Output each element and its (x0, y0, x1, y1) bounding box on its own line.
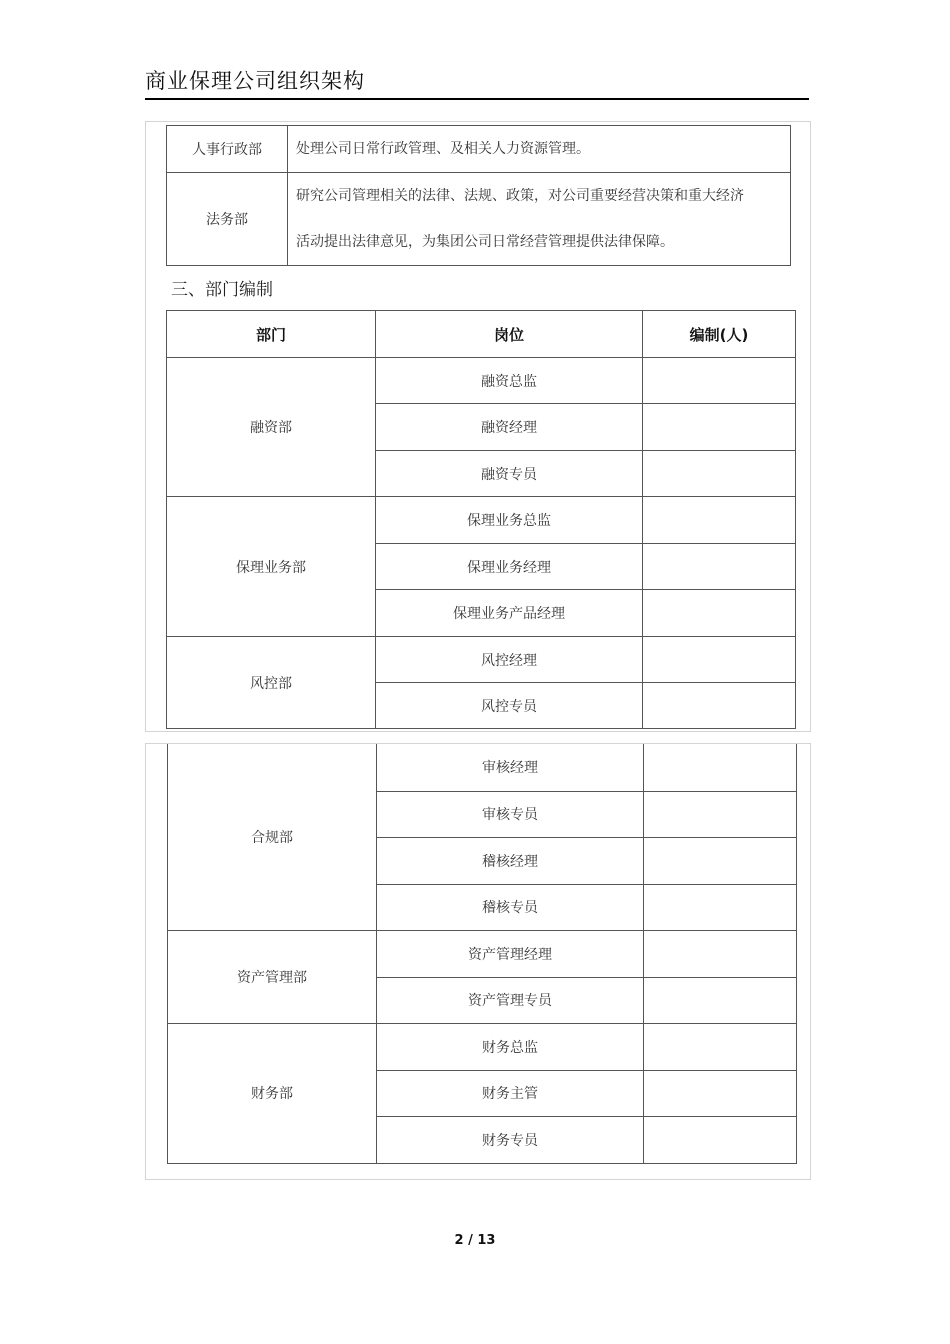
position-cell: 保理业务总监 (376, 497, 643, 544)
table-row (167, 497, 796, 544)
dept-cell: 财务部 (168, 1023, 377, 1163)
position-cell: 融资总监 (376, 358, 643, 404)
table-row (168, 744, 797, 791)
count-cell (644, 744, 797, 791)
position-cell: 风控经理 (376, 637, 643, 683)
position-cell: 资产管理经理 (377, 930, 644, 977)
dept-cell: 合规部 (168, 744, 377, 930)
position-cell: 风控专员 (376, 683, 643, 729)
count-cell (644, 837, 797, 884)
count-cell (643, 544, 796, 590)
count-cell (644, 1023, 797, 1070)
description-line: 研究公司管理相关的法律、法规、政策，对公司重要经营决策和重大经济 (296, 188, 744, 204)
count-cell (644, 1116, 797, 1163)
count-cell (644, 884, 797, 930)
count-cell (644, 791, 797, 837)
count-cell (643, 497, 796, 544)
column-header-count: 编制(人) (643, 311, 796, 358)
column-header-position: 岗位 (376, 311, 643, 358)
position-cell: 稽核经理 (377, 837, 644, 884)
count-cell (643, 451, 796, 497)
table-row (167, 358, 796, 404)
position-cell: 审核经理 (377, 744, 644, 791)
page-frame-2 (145, 743, 811, 1180)
page-frame-1 (145, 121, 811, 732)
position-cell: 财务专员 (377, 1116, 644, 1163)
count-cell (644, 977, 797, 1023)
document-title: 商业保理公司组织架构 (145, 69, 365, 93)
count-cell (643, 637, 796, 683)
position-cell: 融资经理 (376, 404, 643, 451)
count-cell (643, 404, 796, 451)
department-description-table (166, 125, 791, 266)
position-cell: 审核专员 (377, 791, 644, 837)
table-row (168, 1023, 797, 1070)
count-cell (643, 358, 796, 404)
dept-description: 处理公司日常行政管理、及相关人力资源管理。 (288, 126, 791, 173)
count-cell (643, 590, 796, 637)
count-cell (644, 930, 797, 977)
description-line: 活动提出法律意见，为集团公司日常经营管理提供法律保障。 (296, 234, 674, 250)
dept-name: 法务部 (167, 173, 288, 266)
dept-cell: 风控部 (167, 637, 376, 729)
position-cell: 稽核专员 (377, 884, 644, 930)
count-cell (644, 1070, 797, 1116)
position-cell: 财务总监 (377, 1023, 644, 1070)
position-cell: 财务主管 (377, 1070, 644, 1116)
table-header-row (167, 311, 796, 358)
dept-cell: 融资部 (167, 358, 376, 497)
table-row (167, 126, 791, 173)
table-row (167, 637, 796, 683)
position-cell: 资产管理专员 (377, 977, 644, 1023)
table-row (168, 930, 797, 977)
dept-name: 人事行政部 (167, 126, 288, 173)
page-header (145, 62, 809, 100)
position-cell: 融资专员 (376, 451, 643, 497)
column-header-dept: 部门 (167, 311, 376, 358)
page-number: 2 / 13 (454, 1233, 496, 1248)
table-row (167, 173, 791, 266)
dept-cell: 保理业务部 (167, 497, 376, 637)
section-title: 三、部门编制 (171, 280, 273, 300)
dept-description (288, 173, 791, 266)
count-cell (643, 683, 796, 729)
staffing-table-part-2 (167, 744, 797, 1164)
position-cell: 保理业务经理 (376, 544, 643, 590)
dept-cell: 资产管理部 (168, 930, 377, 1023)
staffing-table-part-1 (166, 310, 796, 729)
position-cell: 保理业务产品经理 (376, 590, 643, 637)
